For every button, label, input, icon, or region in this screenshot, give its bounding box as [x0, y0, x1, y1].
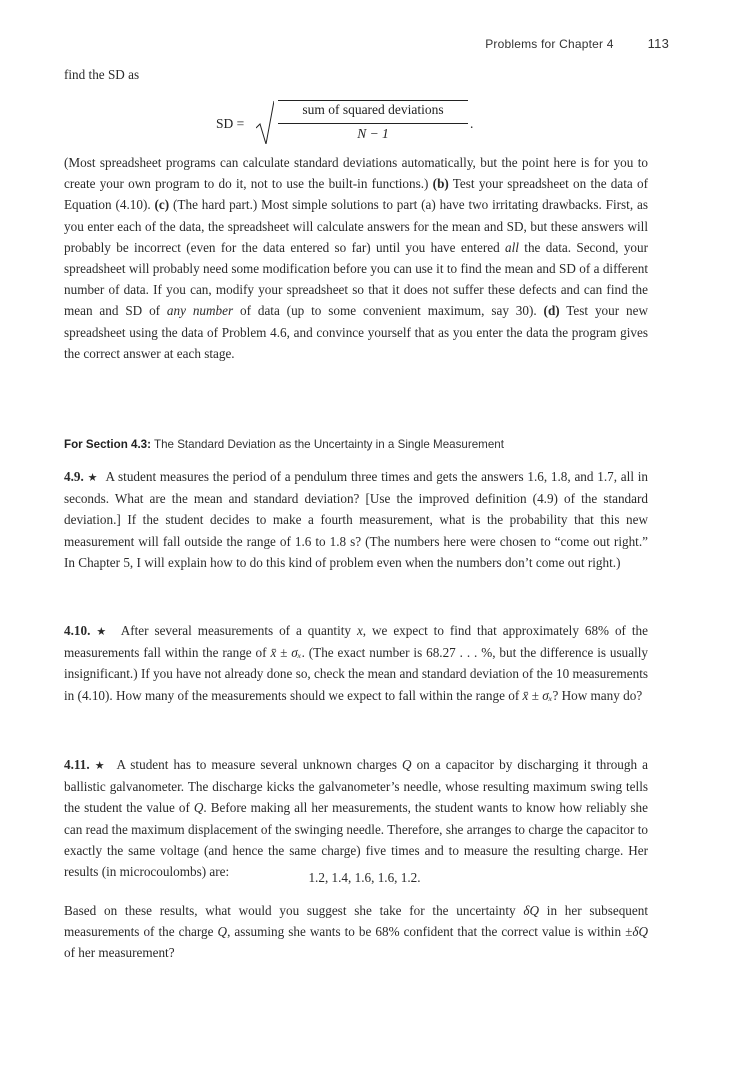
section-heading — [64, 438, 664, 451]
range-expression: x̄ ± σₓ — [522, 687, 553, 703]
formula-period: . — [470, 116, 474, 131]
problem-4-8-continuation — [64, 152, 648, 364]
uncertainty-delta-Q: δQ — [523, 903, 540, 918]
emphasis-all: all — [505, 239, 519, 255]
text-run: , we expect to find that approximately 68% of the measurements fall within the range of — [64, 623, 648, 661]
measurement-results: 1.2, 1.4, 1.6, 1.6, 1.2. — [308, 870, 421, 885]
fraction-line — [278, 123, 468, 124]
text-run: the data. Second, your spreadsheet will probably need some modification before you can use it to find the mean and SD of a different number of data. If you can, modify your spreadsheet so that it does not suffer these defects and can find the mean and SD of — [64, 239, 648, 319]
part-label-b: (b) — [432, 176, 449, 192]
part-label-d: (d) — [543, 303, 560, 319]
star-icon: ★ — [87, 471, 98, 484]
plus-minus-delta-Q: ±δQ — [625, 924, 648, 940]
formula-denominator: N − 1 — [357, 126, 389, 141]
running-title: Problems for Chapter 4 — [485, 37, 614, 51]
problem-number: 4.11. — [64, 757, 90, 772]
problem-number: 4.10. — [64, 623, 91, 638]
variable-Q: Q — [193, 800, 204, 816]
lead-text: find the SD as — [64, 67, 140, 82]
text-run: (The hard part.) Most simple solutions to part (a) have two irritating drawbacks. First, as you enter each of the data, the spreadsheet will calculate answers for the mean and SD, but these answers will probably be incorrect (even for the data entered so far) until you have entered — [64, 197, 648, 255]
text-run: , assuming she wants to be 68% confident that the correct value is within — [227, 924, 626, 940]
text-run: Test your spreadsheet on the data of Equation (4.10). — [64, 176, 648, 213]
star-icon: ★ — [94, 759, 107, 772]
running-header — [485, 36, 669, 51]
emphasis-any-number: any number — [166, 303, 234, 319]
star-icon: ★ — [96, 625, 109, 638]
text-run: A student has to measure several unknown charges — [116, 757, 402, 772]
text-run: ? How many do? — [552, 687, 643, 703]
square-root-icon — [256, 100, 274, 144]
problem-4-11 — [64, 754, 648, 882]
text-run: . (The exact number is 68.27 . . . %, but the difference is usually insignificant.) If you have not already done so, check the mean and standard deviation of the 10 measurements in (4.10). How many of the measurements should we expect to fall within the range of — [64, 645, 648, 703]
problem-4-11-question — [64, 900, 648, 964]
text-run: Based on these results, what would you suggest she take for the uncertainty — [64, 903, 524, 918]
variable-x: x — [356, 623, 363, 638]
text-run: . Before making all her measurements, the student wants to know how reliably she can read the maximum displacement of the swinging needle. Therefore, she arranges to charge the capacitor to exactly the same voltage (and hence the same charge) five times and to measure the resulting charge. Her results (in microcoulombs) are: — [64, 800, 649, 880]
problem-4-10 — [64, 620, 648, 706]
problem-number: 4.9. — [64, 469, 84, 484]
text-run: on a capacitor by discharging it through a ballistic galvanometer. The discharge kicks the galvanometer’s needle, whose resulting maximum swing tells the student the value of — [64, 757, 648, 816]
range-expression: x̄ ± σₓ — [270, 645, 302, 661]
variable-Q: Q — [217, 924, 228, 940]
section-title: The Standard Deviation as the Uncertainty in a Single Measurement — [150, 438, 504, 451]
section-label: For Section 4.3: — [64, 438, 151, 451]
problem-4-9 — [64, 466, 648, 573]
formula-numerator: sum of squared deviations — [278, 100, 468, 118]
variable-Q: Q — [402, 757, 412, 772]
page-number: 113 — [647, 36, 669, 51]
formula-lhs: SD = — [216, 116, 245, 131]
part-label-c: (c) — [154, 197, 170, 213]
problem-text: A student measures the period of a pendulum three times and gets the answers 1.6, 1.8, and 1.7, all in seconds. What are the mean and standard deviation? [Use the improved definition (4.9) of the standard deviation.] If the student decides to make a fourth measurement, what is the probability that this new measurement will fall outside the range of 1.6 to 1.8 s? (The numbers here were chosen to “come out right.” In Chapter 5, I will explain how to do this kind of problem even when the numbers don’t come out right.) — [64, 469, 649, 570]
text-run: After several measurements of a quantity — [120, 623, 357, 638]
sd-formula — [216, 96, 516, 152]
text-run: Test your new spreadsheet using the data of Problem 4.6, and convince yourself that as you enter the data the program gives the correct answer at each stage. — [64, 303, 648, 361]
text-run: of data (up to some convenient maximum, say 30). — [233, 303, 544, 319]
text-run: in her subsequent measurements of the charge — [64, 903, 648, 940]
text-run: of her measurement? — [64, 945, 175, 961]
text-run: (Most spreadsheet programs can calculate standard deviations automatically, but the point here is for you to create your own program to do it, not to use the built-in functions.) — [64, 155, 648, 192]
